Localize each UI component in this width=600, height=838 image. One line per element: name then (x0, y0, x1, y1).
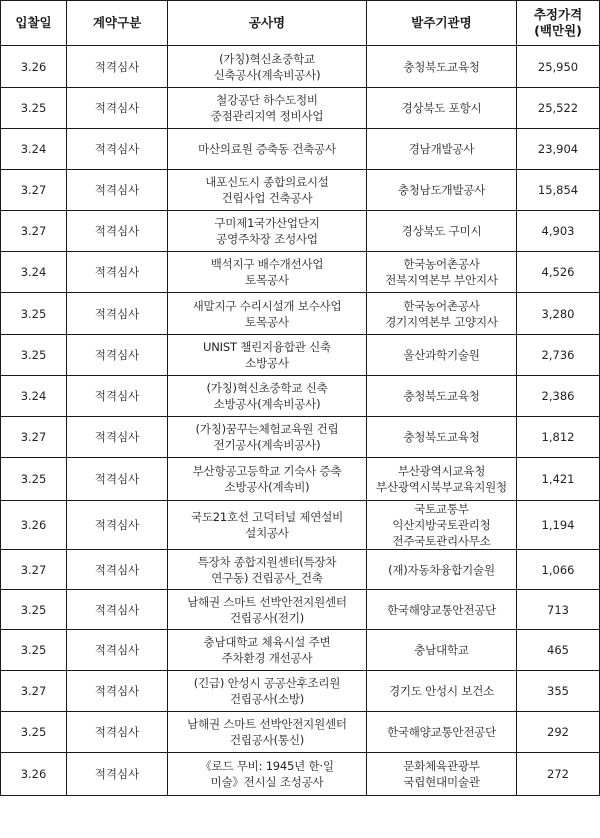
cell-contract-type: 적격심사 (67, 671, 168, 712)
table-row (1, 458, 600, 501)
cell-ordering-org: 국토교통부 익산지방국토관리청 전주국토관리사무소 (367, 501, 517, 550)
cell-project-name: 충남대학교 체육시설 주변 주차환경 개선공사 (168, 630, 367, 671)
cell-project-name: UNIST 챌린지융합관 신축 소방공사 (168, 335, 367, 376)
cell-date: 3.27 (1, 170, 67, 211)
cell-estimated-price: 1,194 (517, 501, 600, 550)
cell-date: 3.27 (1, 417, 67, 458)
cell-contract-type: 적격심사 (67, 170, 168, 211)
cell-contract-type: 적격심사 (67, 501, 168, 550)
table-row (1, 671, 600, 712)
cell-project-name: 부산항공고등학교 기숙사 증축 소방공사(계속비) (168, 458, 367, 501)
cell-project-name: 남해권 스마트 선박안전지원센터 건립공사(전기) (168, 590, 367, 630)
cell-date: 3.25 (1, 88, 67, 129)
cell-estimated-price: 2,736 (517, 335, 600, 376)
table-body (1, 46, 600, 796)
cell-project-name: 국도21호선 고덕터널 제연설비 설치공사 (168, 501, 367, 550)
cell-estimated-price: 465 (517, 630, 600, 671)
cell-date: 3.25 (1, 293, 67, 335)
cell-estimated-price: 1,812 (517, 417, 600, 458)
cell-estimated-price: 292 (517, 712, 600, 753)
cell-date: 3.26 (1, 753, 67, 796)
cell-ordering-org: 한국농어촌공사 경기지역본부 고양지사 (367, 293, 517, 335)
table-header (1, 1, 600, 46)
cell-contract-type: 적격심사 (67, 335, 168, 376)
cell-contract-type: 적격심사 (67, 293, 168, 335)
cell-date: 3.25 (1, 458, 67, 501)
cell-project-name: 철강공단 하수도정비 중점관리지역 정비사업 (168, 88, 367, 129)
cell-project-name: 구미제1국가산업단지 공영주차장 조성사업 (168, 211, 367, 252)
cell-date: 3.24 (1, 129, 67, 170)
cell-project-name: 내포신도시 종합의료시설 건립사업 건축공사 (168, 170, 367, 211)
cell-date: 3.25 (1, 335, 67, 376)
cell-estimated-price: 15,854 (517, 170, 600, 211)
cell-estimated-price: 23,904 (517, 129, 600, 170)
table-row (1, 252, 600, 293)
header-ordering-org: 발주기관명 (367, 1, 517, 46)
cell-ordering-org: 충청남도개발공사 (367, 170, 517, 211)
cell-ordering-org: 울산과학기술원 (367, 335, 517, 376)
cell-ordering-org: 충청북도교육청 (367, 417, 517, 458)
header-contract-type: 계약구분 (67, 1, 168, 46)
cell-date: 3.27 (1, 211, 67, 252)
cell-ordering-org: 한국해양교통안전공단 (367, 712, 517, 753)
table-row (1, 211, 600, 252)
table-row (1, 88, 600, 129)
cell-estimated-price: 713 (517, 590, 600, 630)
cell-contract-type: 적격심사 (67, 550, 168, 590)
cell-project-name: (가칭)혁신초중학교 신축공사(계속비공사) (168, 46, 367, 88)
cell-ordering-org: 충청북도교육청 (367, 376, 517, 417)
cell-ordering-org: 경상북도 포항시 (367, 88, 517, 129)
cell-project-name: 마산의료원 증축동 건축공사 (168, 129, 367, 170)
header-row (1, 1, 600, 46)
cell-estimated-price: 1,421 (517, 458, 600, 501)
cell-date: 3.26 (1, 501, 67, 550)
cell-date: 3.27 (1, 550, 67, 590)
cell-estimated-price: 4,903 (517, 211, 600, 252)
cell-project-name: 남해권 스마트 선박안전지원센터 건립공사(통신) (168, 712, 367, 753)
cell-ordering-org: (재)자동차융합기술원 (367, 550, 517, 590)
cell-date: 3.25 (1, 630, 67, 671)
cell-project-name: (가칭)혁신초중학교 신축 소방공사(계속비공사) (168, 376, 367, 417)
cell-ordering-org: 경남개발공사 (367, 129, 517, 170)
cell-contract-type: 적격심사 (67, 458, 168, 501)
cell-project-name: 특장차 종합지원센터(특장차 연구동) 건립공사_건축 (168, 550, 367, 590)
table-row (1, 417, 600, 458)
header-project-name: 공사명 (168, 1, 367, 46)
cell-contract-type: 적격심사 (67, 590, 168, 630)
cell-date: 3.24 (1, 376, 67, 417)
table-row (1, 753, 600, 796)
table-row (1, 335, 600, 376)
cell-date: 3.26 (1, 46, 67, 88)
cell-project-name: 새말지구 수리시설개 보수사업 토목공사 (168, 293, 367, 335)
table-row (1, 712, 600, 753)
cell-ordering-org: 한국농어촌공사 전북지역본부 부안지사 (367, 252, 517, 293)
cell-project-name: 백석지구 배수개선사업 토목공사 (168, 252, 367, 293)
header-estimated-price: 추정가격 (백만원) (517, 1, 600, 46)
table-row (1, 590, 600, 630)
cell-estimated-price: 1,066 (517, 550, 600, 590)
cell-estimated-price: 25,522 (517, 88, 600, 129)
cell-ordering-org: 경상북도 구미시 (367, 211, 517, 252)
table-row (1, 630, 600, 671)
cell-date: 3.25 (1, 712, 67, 753)
cell-contract-type: 적격심사 (67, 129, 168, 170)
cell-ordering-org: 충남대학교 (367, 630, 517, 671)
cell-ordering-org: 충청북도교육청 (367, 46, 517, 88)
table-row (1, 170, 600, 211)
table-row (1, 501, 600, 550)
table-row (1, 129, 600, 170)
cell-date: 3.24 (1, 252, 67, 293)
cell-estimated-price: 2,386 (517, 376, 600, 417)
cell-estimated-price: 355 (517, 671, 600, 712)
cell-project-name: 《로드 무비: 1945년 한·일 미술》전시실 조성공사 (168, 753, 367, 796)
cell-ordering-org: 부산광역시교육청 부산광역시북부교육지원청 (367, 458, 517, 501)
cell-ordering-org: 경기도 안성시 보건소 (367, 671, 517, 712)
cell-estimated-price: 272 (517, 753, 600, 796)
cell-date: 3.27 (1, 671, 67, 712)
cell-contract-type: 적격심사 (67, 753, 168, 796)
cell-estimated-price: 25,950 (517, 46, 600, 88)
cell-estimated-price: 3,280 (517, 293, 600, 335)
cell-contract-type: 적격심사 (67, 211, 168, 252)
header-date: 입찰일 (1, 1, 67, 46)
table-row (1, 293, 600, 335)
table-row (1, 550, 600, 590)
cell-contract-type: 적격심사 (67, 46, 168, 88)
table-row (1, 46, 600, 88)
cell-contract-type: 적격심사 (67, 376, 168, 417)
cell-ordering-org: 문화체육관광부 국립현대미술관 (367, 753, 517, 796)
cell-project-name: (긴급) 안성시 공공산후조리원 건립공사(소방) (168, 671, 367, 712)
cell-ordering-org: 한국해양교통안전공단 (367, 590, 517, 630)
table-row (1, 376, 600, 417)
cell-contract-type: 적격심사 (67, 88, 168, 129)
cell-date: 3.25 (1, 590, 67, 630)
cell-estimated-price: 4,526 (517, 252, 600, 293)
cell-contract-type: 적격심사 (67, 712, 168, 753)
cell-contract-type: 적격심사 (67, 252, 168, 293)
cell-project-name: (가칭)꿈꾸는체험교육원 건립 전기공사(계속비공사) (168, 417, 367, 458)
cell-contract-type: 적격심사 (67, 630, 168, 671)
cell-contract-type: 적격심사 (67, 417, 168, 458)
